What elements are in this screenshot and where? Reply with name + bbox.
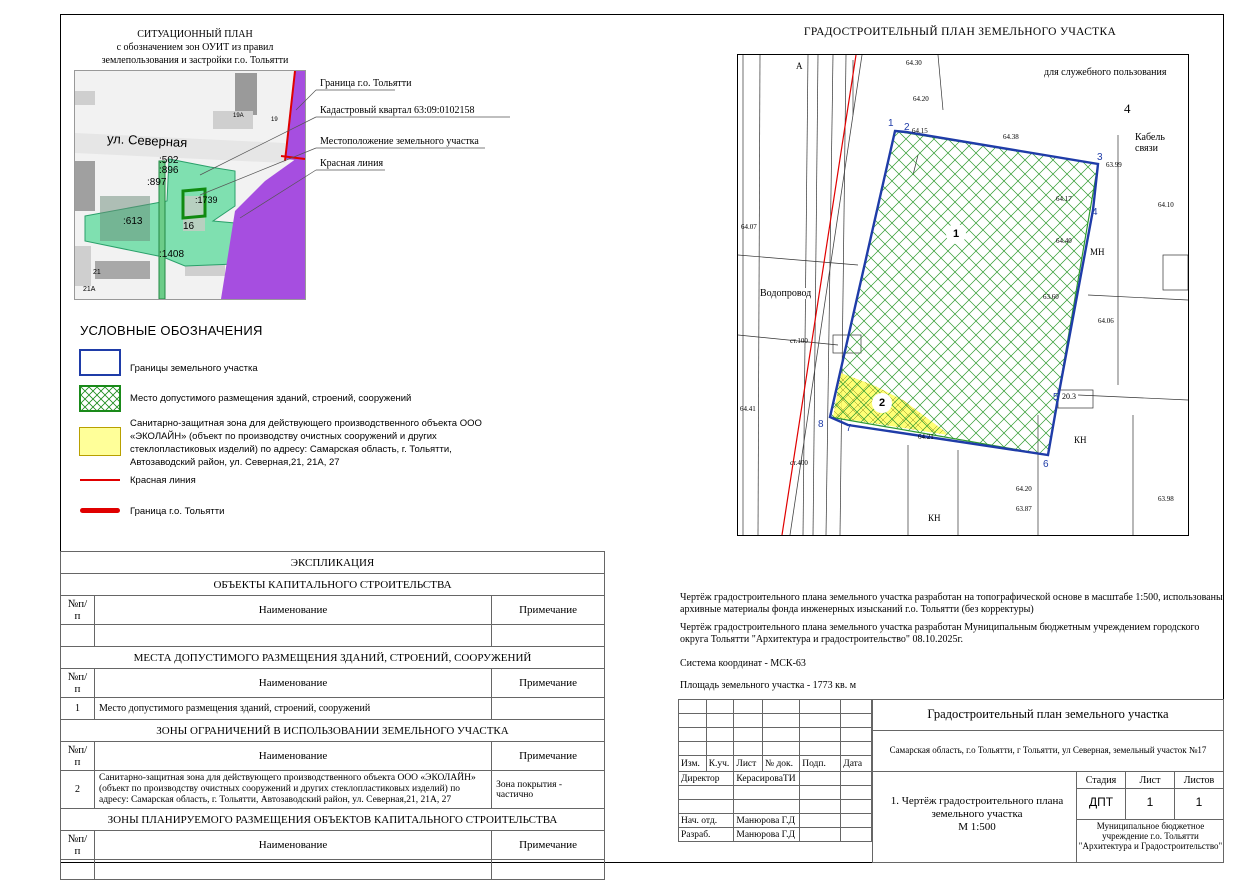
stamp-stage: ДПТ <box>1088 795 1114 809</box>
zone-marker-2: 2 <box>872 393 892 413</box>
callout-cadastral-quarter: Кадастровый квартал 63:09:0102158 <box>320 105 475 116</box>
stamp-person: КерасироваТИ <box>734 772 800 786</box>
col-name-header: Наименование <box>94 596 491 625</box>
revision-grid <box>678 699 872 842</box>
legend-title: УСЛОВНЫЕ ОБОЗНАЧЕНИЯ <box>80 323 263 338</box>
row-note <box>492 698 605 720</box>
legend-label: Красная линия <box>130 475 196 486</box>
stamp-role: Разраб. <box>679 828 734 842</box>
stamp-col-header: Дата <box>841 756 872 772</box>
survey-mark: 64.40 <box>1056 237 1072 245</box>
stamp-sheet: 1 <box>1146 795 1154 809</box>
legend-swatch-city-border <box>80 508 120 513</box>
point-label: 2 <box>904 122 910 133</box>
point-label: 7 <box>846 423 852 434</box>
street-label: ул. Северная <box>106 130 188 151</box>
zone-marker-1: 1 <box>946 224 966 244</box>
stamp-drawing-name <box>882 795 1072 834</box>
water-pipe-label: Водопровод <box>760 288 812 299</box>
section-title: ЗОНЫ ОГРАНИЧЕНИЙ В ИСПОЛЬЗОВАНИИ ЗЕМЕЛЬНОГО УЧАСТКА <box>61 720 605 742</box>
point-label: 1 <box>888 118 894 129</box>
survey-mark: 64.07 <box>741 223 757 231</box>
col-num-header: №п/п <box>61 831 95 860</box>
col-note-header: Примечание <box>492 831 605 860</box>
note-4: Площадь земельного участка - 1773 кв. м <box>680 680 857 691</box>
callout-red-line: Красная линия <box>320 158 384 169</box>
stamp-sheet-header: Лист <box>1139 775 1161 786</box>
survey-mark: 64.10 <box>1158 201 1174 209</box>
survey-mark: 63.87 <box>1016 505 1032 513</box>
legend-label: Граница г.о. Тольятти <box>130 506 225 517</box>
row-name: Место допустимого размещения зданий, строений, сооружений <box>94 698 491 720</box>
point-label: 4 <box>1092 207 1098 218</box>
notes-block <box>680 592 1225 692</box>
callout-parcel-location: Местоположение земельного участка <box>320 136 479 147</box>
note-2: Чертёж градостроительного плана земельного участка разработан Муниципальным бюджетным учреждением городского округа Тольятти "Архитектура и градостроительство" 08.10.2025г. <box>680 622 1200 645</box>
stamp-scale: М 1:500 <box>958 821 996 833</box>
row-num: 1 <box>61 698 95 720</box>
cadastral-label: :613 <box>123 216 143 227</box>
survey-mark: 64.20 <box>1016 485 1032 493</box>
survey-mark: 64.17 <box>1056 195 1072 203</box>
legend-swatch-red-line <box>80 479 120 481</box>
survey-mark: 64.21 <box>918 433 934 441</box>
cadastral-label: :896 <box>159 165 179 176</box>
row-note: Зона покрытия - частично <box>492 771 605 809</box>
building-code: КН <box>1074 435 1087 445</box>
sit-plan-title: СИТУАЦИОННЫЙ ПЛАН <box>137 29 253 40</box>
survey-mark: 64.06 <box>1098 317 1114 325</box>
legend-label: Границы земельного участка <box>130 363 258 374</box>
stamp-col-header: К.уч. <box>706 756 734 772</box>
hatch-pattern-svg <box>81 387 119 410</box>
gpzu-plan <box>737 54 1189 536</box>
col-name-header: Наименование <box>94 669 491 698</box>
legend-label: Санитарно-защитная зона для действующего производственного объекта ООО «ЭКОЛАЙН» (объект по производству очистных сооружений и других стеклопластиковых изделий) по адресу: Самарская область, г. Тольятти, Автозаводский район, ул. Северная,21, 21А, 27 <box>130 418 482 468</box>
row-name: Санитарно-защитная зона для действующего производственного объекта ООО «ЭКОЛАЙН» (объект по производству очистных сооружений и других стеклопластиковых изделий) по адресу: Самарская область, г. Тольятти, Автозаводский район, ул. Северная,21, 21А, 27 <box>94 771 491 809</box>
section-title: ОБЪЕКТЫ КАПИТАЛЬНОГО СТРОИТЕЛЬСТВА <box>61 574 605 596</box>
building-code: КН <box>928 513 941 523</box>
stamp-person: Манюрова Г.Д <box>734 828 800 842</box>
col-num-header: №п/п <box>61 596 95 625</box>
survey-mark: ст.100 <box>790 337 808 345</box>
survey-mark: 64.20 <box>913 95 929 103</box>
col-num-header: №п/п <box>61 742 95 771</box>
section-title: ЗОНЫ ПЛАНИРУЕМОГО РАЗМЕЩЕНИЯ ОБЪЕКТОВ КАПИТАЛЬНОГО СТРОИТЕЛЬСТВА <box>61 809 605 831</box>
callout-city-border: Граница г.о. Тольятти <box>320 78 412 89</box>
stamp-address: Самарская область, г.о Тольятти, г Тольятти, ул Северная, земельный участок №17 <box>889 745 1207 755</box>
survey-mark: 63.99 <box>1106 161 1122 169</box>
stamp-doc-title: Градостроительный план земельного участка <box>927 707 1169 721</box>
cadastral-label: :897 <box>147 177 167 188</box>
section-title: МЕСТА ДОПУСТИМОГО РАЗМЕЩЕНИЯ ЗДАНИЙ, СТРОЕНИЙ, СООРУЖЕНИЙ <box>61 647 605 669</box>
survey-mark: 63.60 <box>1043 293 1059 301</box>
stamp-role: Директор <box>679 772 734 786</box>
point-label: 6 <box>1043 459 1049 470</box>
title-block <box>678 699 1224 863</box>
explication-table <box>60 551 605 880</box>
stamp-col-header: Изм. <box>679 756 707 772</box>
building-label: 21А <box>83 286 96 293</box>
plan-title: ГРАДОСТРОИТЕЛЬНЫЙ ПЛАН ЗЕМЕЛЬНОГО УЧАСТКА <box>803 26 1117 38</box>
service-use-label: для служебного пользования <box>1044 67 1167 78</box>
col-name-header: Наименование <box>94 831 491 860</box>
legend-swatch-sanitary-zone <box>79 427 121 456</box>
cadastral-label: :502 <box>159 155 179 166</box>
legend-label: Место допустимого размещения зданий, строений, сооружений <box>130 393 412 404</box>
survey-mark: 64.15 <box>912 127 928 135</box>
stamp-sheets-header: Листов <box>1183 775 1215 786</box>
building-label: 21 <box>93 269 101 276</box>
col-note-header: Примечание <box>492 669 605 698</box>
stamp-role: Нач. отд. <box>679 814 734 828</box>
cable-label: Кабель связи <box>1135 132 1165 154</box>
cadastral-label: :1739 <box>195 195 218 205</box>
note-3: Система координат - МСК-63 <box>680 658 806 669</box>
building-label: 19 <box>271 117 278 123</box>
point-label: 5 <box>1053 392 1059 403</box>
stamp-organization: Муниципальное бюджетное учреждение г.о. Тольятти "Архитектура и Градостроительство" <box>1078 821 1223 851</box>
stamp-sheets: 1 <box>1195 795 1203 809</box>
survey-mark: 64.30 <box>906 59 922 67</box>
table-row <box>61 771 605 809</box>
col-name-header: Наименование <box>94 742 491 771</box>
col-note-header: Примечание <box>492 742 605 771</box>
sit-plan-subtitle-2: землепользования и застройки г.о. Тольятти <box>101 55 289 66</box>
legend-swatch-parcel-border <box>79 349 121 376</box>
row-num: 2 <box>61 771 95 809</box>
sit-plan-subtitle-1: с обозначением зон ОУИТ из правил <box>116 42 274 53</box>
cadastral-label: :1408 <box>159 249 185 260</box>
point-label: 3 <box>1097 152 1103 163</box>
col-note-header: Примечание <box>492 596 605 625</box>
survey-mark: ст.400 <box>790 459 808 467</box>
col-num-header: №п/п <box>61 669 95 698</box>
survey-mark: 64.38 <box>1003 133 1019 141</box>
survey-mark: 63.98 <box>1158 495 1174 503</box>
point-label: 8 <box>818 419 824 430</box>
stamp-col-header: Подп. <box>800 756 841 772</box>
stamp-drawing-title: 1. Чертёж градостроительного плана земельного участка <box>890 795 1064 820</box>
building-number: 20.3 <box>1062 392 1076 401</box>
cadastral-label: 16 <box>183 221 195 232</box>
survey-mark: 64.41 <box>740 405 756 413</box>
stamp-stage-header: Стадия <box>1085 775 1117 786</box>
stamp-person: Манюрова Г.Д <box>734 814 800 828</box>
building-label: 19А <box>233 113 244 119</box>
explication-title: ЭКСПЛИКАЦИЯ <box>61 552 605 574</box>
note-1: Чертёж градостроительного плана земельного участка разработан на топографической основе в масштабе 1:500, использованы архивные материалы фонда инженерных изысканий г.о. Тольятти (без корректуры) <box>680 592 1223 615</box>
building-code: А <box>796 61 803 71</box>
legend-swatch-building-zone <box>79 385 121 412</box>
stamp-col-header: Лист <box>734 756 763 772</box>
table-row <box>61 698 605 720</box>
building-code: 4 <box>1124 101 1131 116</box>
building-code: МН <box>1090 247 1105 257</box>
stamp-col-header: № док. <box>763 756 800 772</box>
